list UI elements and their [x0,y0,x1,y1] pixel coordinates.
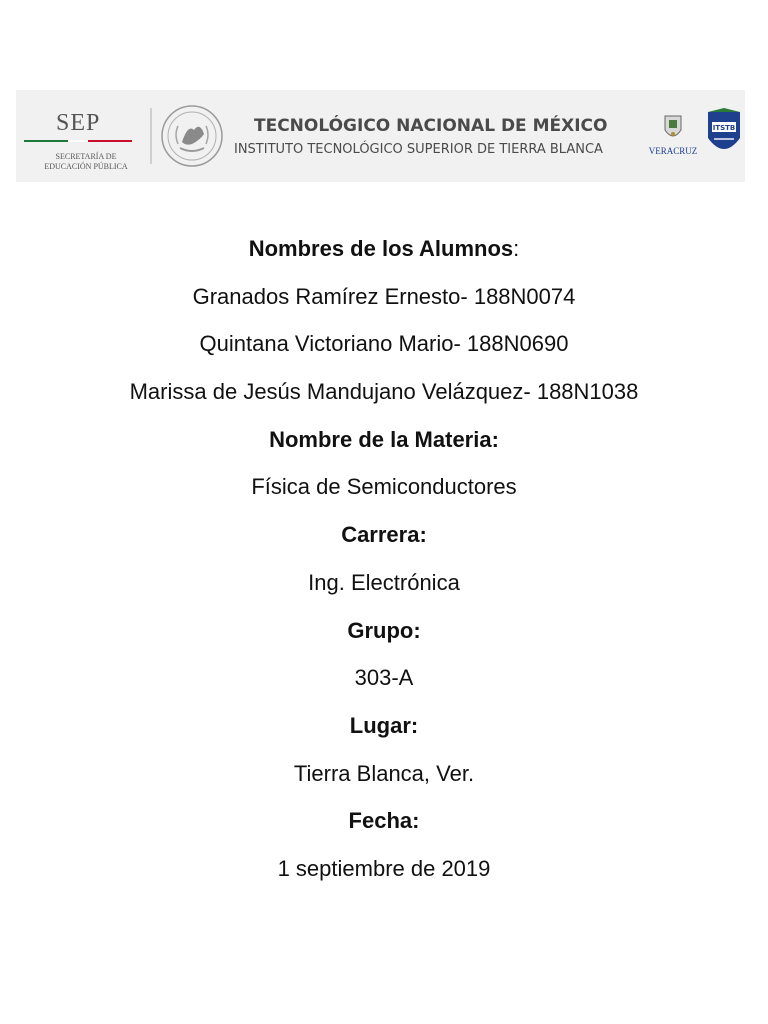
cover-content [0,225,768,893]
subject-label: Nombre de la Materia: [269,426,499,452]
career-value: Ing. Electrónica [308,569,460,595]
student-name: Marissa de Jesús Mandujano Velázquez- 188N1038 [129,379,639,405]
students-heading [0,225,768,273]
student-name: Granados Ramírez Ernesto- 188N0074 [192,283,576,309]
students-label-suffix: : [513,236,520,261]
place-value: Tierra Blanca, Ver. [293,760,475,786]
career-label: Carrera: [341,522,427,548]
itstb-logo-text: ITSTB [712,124,736,132]
group-label: Grupo: [347,617,421,643]
group-value: 303-A [354,665,414,691]
header-banner [16,90,745,182]
institution-title: TECNOLÓGICO NACIONAL DE MÉXICO [254,116,608,136]
veracruz-logo-text: VERACRUZ [648,146,698,156]
students-label: Nombres de los Alumnos [248,236,514,261]
veracruz-logo [646,112,700,172]
sep-logo-subtitle [38,152,134,172]
student-name: Quintana Victoriano Mario- 188N0690 [199,331,569,357]
subject-value: Física de Semiconductores [251,474,517,500]
place-label: Lugar: [349,712,419,738]
sep-subtitle-line1: SECRETARÍA DE [55,152,117,161]
date-value: 1 septiembre de 2019 [277,855,491,881]
institution-subtitle: INSTITUTO TECNOLÓGICO SUPERIOR DE TIERRA BLANCA [234,142,603,157]
coat-of-arms-seal-icon [160,104,224,168]
sep-subtitle-line2: EDUCACIÓN PÚBLICA [44,162,128,171]
veracruz-shield-icon [646,112,700,146]
sep-logo [20,104,146,171]
sep-logo-stripes [24,140,132,144]
sep-logo-title: SEP [56,110,101,136]
date-label: Fecha: [348,808,420,834]
itstb-logo-icon [704,104,744,160]
header-divider [150,108,152,164]
